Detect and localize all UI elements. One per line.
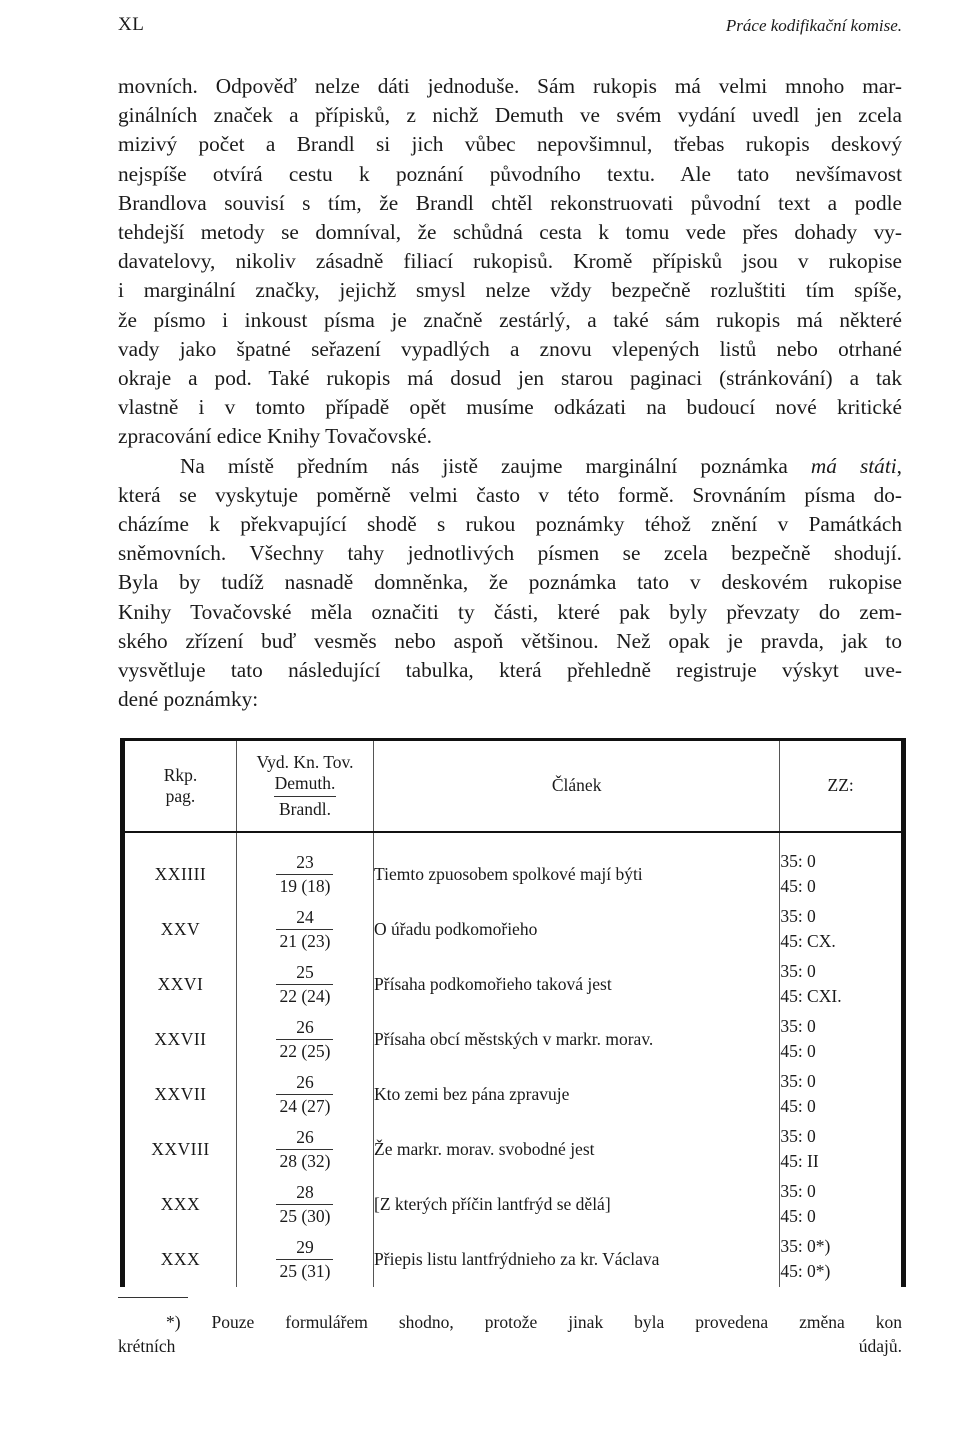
- demuth-page: 26: [296, 1072, 314, 1092]
- header-text: Demuth.: [274, 772, 336, 793]
- cell-vyd: [236, 1122, 373, 1177]
- demuth-page: 25: [296, 962, 314, 982]
- cell-rkp: XXIIII: [123, 832, 237, 902]
- text-line: vysvětluje tato následující tabulka, která přehledně registruje výskyt uve-: [118, 658, 902, 683]
- text-line: okraje a pod. Také rukopis má dosud jen starou paginaci (stránkování) a tak: [118, 366, 902, 391]
- text-line: Byla by tudíž nasnadě domněnka, že poznámka tato v deskovém rukopise: [118, 570, 902, 595]
- body-text: [118, 72, 902, 714]
- zz-35: 35: 0: [780, 851, 816, 871]
- emphasis-ma-stati: má státi: [810, 453, 897, 478]
- footnote: [118, 1310, 902, 1358]
- brandl-page: 22 (24): [276, 984, 333, 1007]
- zz-35: 35: 0: [780, 1126, 816, 1146]
- header-text: Vyd. Kn. Tov.: [256, 751, 354, 772]
- cell-rkp: XXVIII: [123, 1122, 237, 1177]
- zz-45: 45: II: [780, 1151, 819, 1171]
- brandl-page: 24 (27): [276, 1094, 333, 1117]
- zz-35: 35: 0: [780, 1181, 816, 1201]
- paragraph-2: [118, 452, 902, 715]
- demuth-page: 26: [296, 1127, 314, 1147]
- brandl-page: 25 (30): [276, 1204, 333, 1227]
- table-row: [123, 1012, 904, 1067]
- table-row: [123, 832, 904, 902]
- zz-35: 35: 0: [780, 1071, 816, 1091]
- cell-vyd: [236, 1067, 373, 1122]
- occurrence-table: [120, 738, 906, 1287]
- text-line: zpracování edice Knihy Tovačovské.: [118, 424, 432, 449]
- cell-clanek: Přiepis listu lantfrýdnieho za kr. Václava: [374, 1232, 780, 1287]
- cell-vyd: [236, 832, 373, 902]
- footnote-line: krétních údajů.: [118, 1336, 902, 1356]
- text-line: ského zřízení buď vesměs nebo aspoň většinou. Než opak je pravda, jak to: [118, 628, 902, 653]
- cell-zz: [780, 1122, 904, 1177]
- cell-clanek: Přísaha podkomořieho taková jest: [374, 957, 780, 1012]
- cell-vyd: [236, 1232, 373, 1287]
- cell-clanek: O úřadu podkomořieho: [374, 902, 780, 957]
- zz-35: 35: 0: [780, 906, 816, 926]
- cell-vyd: [236, 957, 373, 1012]
- demuth-page: 28: [296, 1182, 314, 1202]
- zz-45: 45: 0: [780, 1041, 816, 1061]
- running-title: Práce kodifikační komise.: [725, 16, 902, 35]
- zz-45: 45: 0: [780, 1206, 816, 1226]
- zz-45: 45: CX.: [780, 931, 836, 951]
- footnote-line: *) Pouze formulářem shodno, protože jinak byla provedena změna kon: [166, 1312, 902, 1332]
- cell-clanek: Přísaha obcí městských v markr. morav.: [374, 1012, 780, 1067]
- cell-rkp: XXVII: [123, 1012, 237, 1067]
- text-run: ,: [896, 453, 902, 478]
- table-row: [123, 1067, 904, 1122]
- zz-35: 35: 0: [780, 1016, 816, 1036]
- cell-rkp: XXV: [123, 902, 237, 957]
- paragraph-1: [118, 72, 902, 452]
- brandl-page: 19 (18): [276, 874, 333, 897]
- text-line: tehdejší metody se domníval, že schůdná cesta k tomu vede přes dohady vy-: [118, 220, 902, 245]
- cell-zz: [780, 1012, 904, 1067]
- zz-45: 45: CXI.: [780, 986, 842, 1006]
- brandl-page: 25 (31): [276, 1259, 333, 1282]
- table-row: [123, 1122, 904, 1177]
- page-number: XL: [118, 14, 145, 35]
- cell-zz: [780, 1067, 904, 1122]
- text-line: movních. Odpověď nelze dáti jednoduše. Sám rukopis má velmi mnoho mar-: [118, 74, 902, 98]
- cell-clanek: [Z kterých příčin lantfrýd se dělá]: [374, 1177, 780, 1232]
- text-run: Na místě předním nás jistě zaujme marginální poznámka: [180, 453, 811, 478]
- text-line: mizivý počet a Brandl si jich vůbec nepovšimnul, třebas rukopis deskový: [118, 132, 902, 157]
- cell-rkp: XXX: [123, 1177, 237, 1232]
- header-clanek: Článek: [374, 740, 780, 832]
- header-vyd-kn-tov: [236, 740, 373, 832]
- text-line: vlastně i v tomto případě opět musíme odkázati na budoucí nové kritické: [118, 395, 902, 420]
- text-line: nejspíše otvírá cestu k poznání původního textu. Ale tato nevšímavost: [118, 161, 902, 186]
- zz-45: 45: 0: [780, 1096, 816, 1116]
- text-line: i marginální značky, jejichž smysl nelze vždy bezpečně rozluštiti tím spíše,: [118, 278, 902, 303]
- table-row: [123, 902, 904, 957]
- demuth-page: 26: [296, 1017, 314, 1037]
- header-rkp-pag: [123, 740, 237, 832]
- zz-45: 45: 0*): [780, 1261, 831, 1281]
- header-text: pag.: [165, 785, 196, 806]
- cell-vyd: [236, 1012, 373, 1067]
- table-row: [123, 1232, 904, 1287]
- footnote-divider: [118, 1297, 188, 1298]
- cell-vyd: [236, 902, 373, 957]
- cell-clanek: Tiemto zpuosobem spolkové mají býti: [374, 832, 780, 902]
- text-line: davatelovy, nikoliv zásadně filiací rukopisů. Kromě přípisků jsou v rukopise: [118, 249, 902, 274]
- table-row: [123, 957, 904, 1012]
- table: [120, 738, 906, 1287]
- text-line: cházíme k překvapující shodě s rukou poznámky téhož znění v Památkách: [118, 512, 902, 537]
- running-head: [118, 14, 902, 44]
- brandl-page: 28 (32): [276, 1149, 333, 1172]
- cell-clanek: Že markr. morav. svobodné jest: [374, 1122, 780, 1177]
- cell-rkp: XXVII: [123, 1067, 237, 1122]
- zz-45: 45: 0: [780, 876, 816, 896]
- text-line: že písmo i inkoust písma je značně zestárlý, a také sám rukopis má některé: [118, 307, 902, 332]
- cell-vyd: [236, 1177, 373, 1232]
- text-line: která se vyskytuje poměrně velmi často v této formě. Srovnáním písma do-: [118, 482, 902, 507]
- zz-35: 35: 0*): [780, 1236, 831, 1256]
- demuth-page: 24: [296, 907, 314, 927]
- zz-35: 35: 0: [780, 961, 816, 981]
- cell-zz: [780, 957, 904, 1012]
- cell-zz: [780, 832, 904, 902]
- table-row: [123, 1177, 904, 1232]
- cell-rkp: XXVI: [123, 957, 237, 1012]
- cell-rkp: XXX: [123, 1232, 237, 1287]
- text-line: [118, 452, 902, 481]
- demuth-page: 23: [296, 852, 314, 872]
- header-text: Rkp.: [163, 764, 198, 785]
- cell-zz: [780, 1177, 904, 1232]
- demuth-page: 29: [296, 1237, 314, 1257]
- text-line: ginálních značek a přípisků, z nichž Demuth ve svém vydání uvedl jen zcela: [118, 103, 902, 128]
- cell-zz: [780, 902, 904, 957]
- header-text: Brandl.: [278, 798, 331, 819]
- brandl-page: 21 (23): [276, 929, 333, 952]
- header-zz: ZZ:: [780, 740, 904, 832]
- text-line: sněmovních. Všechny tahy jednotlivých písmen se zcela bezpečně shodují.: [118, 541, 902, 566]
- text-line: Knihy Tovačovské měla označiti ty části, které pak byly převzaty do zem-: [118, 599, 902, 624]
- brandl-page: 22 (25): [276, 1039, 333, 1062]
- cell-zz: [780, 1232, 904, 1287]
- cell-clanek: Kto zemi bez pána zpravuje: [374, 1067, 780, 1122]
- text-line: vady jako špatné seřazení vypadlých a znovu vlepených listů nebo otrhané: [118, 336, 902, 361]
- text-line: dené poznámky:: [118, 687, 259, 712]
- table-header-row: [123, 740, 904, 832]
- text-line: Brandlova souvisí s tím, že Brandl chtěl rekonstruovati původní text a podle: [118, 190, 902, 215]
- fraction-rule: [274, 796, 336, 797]
